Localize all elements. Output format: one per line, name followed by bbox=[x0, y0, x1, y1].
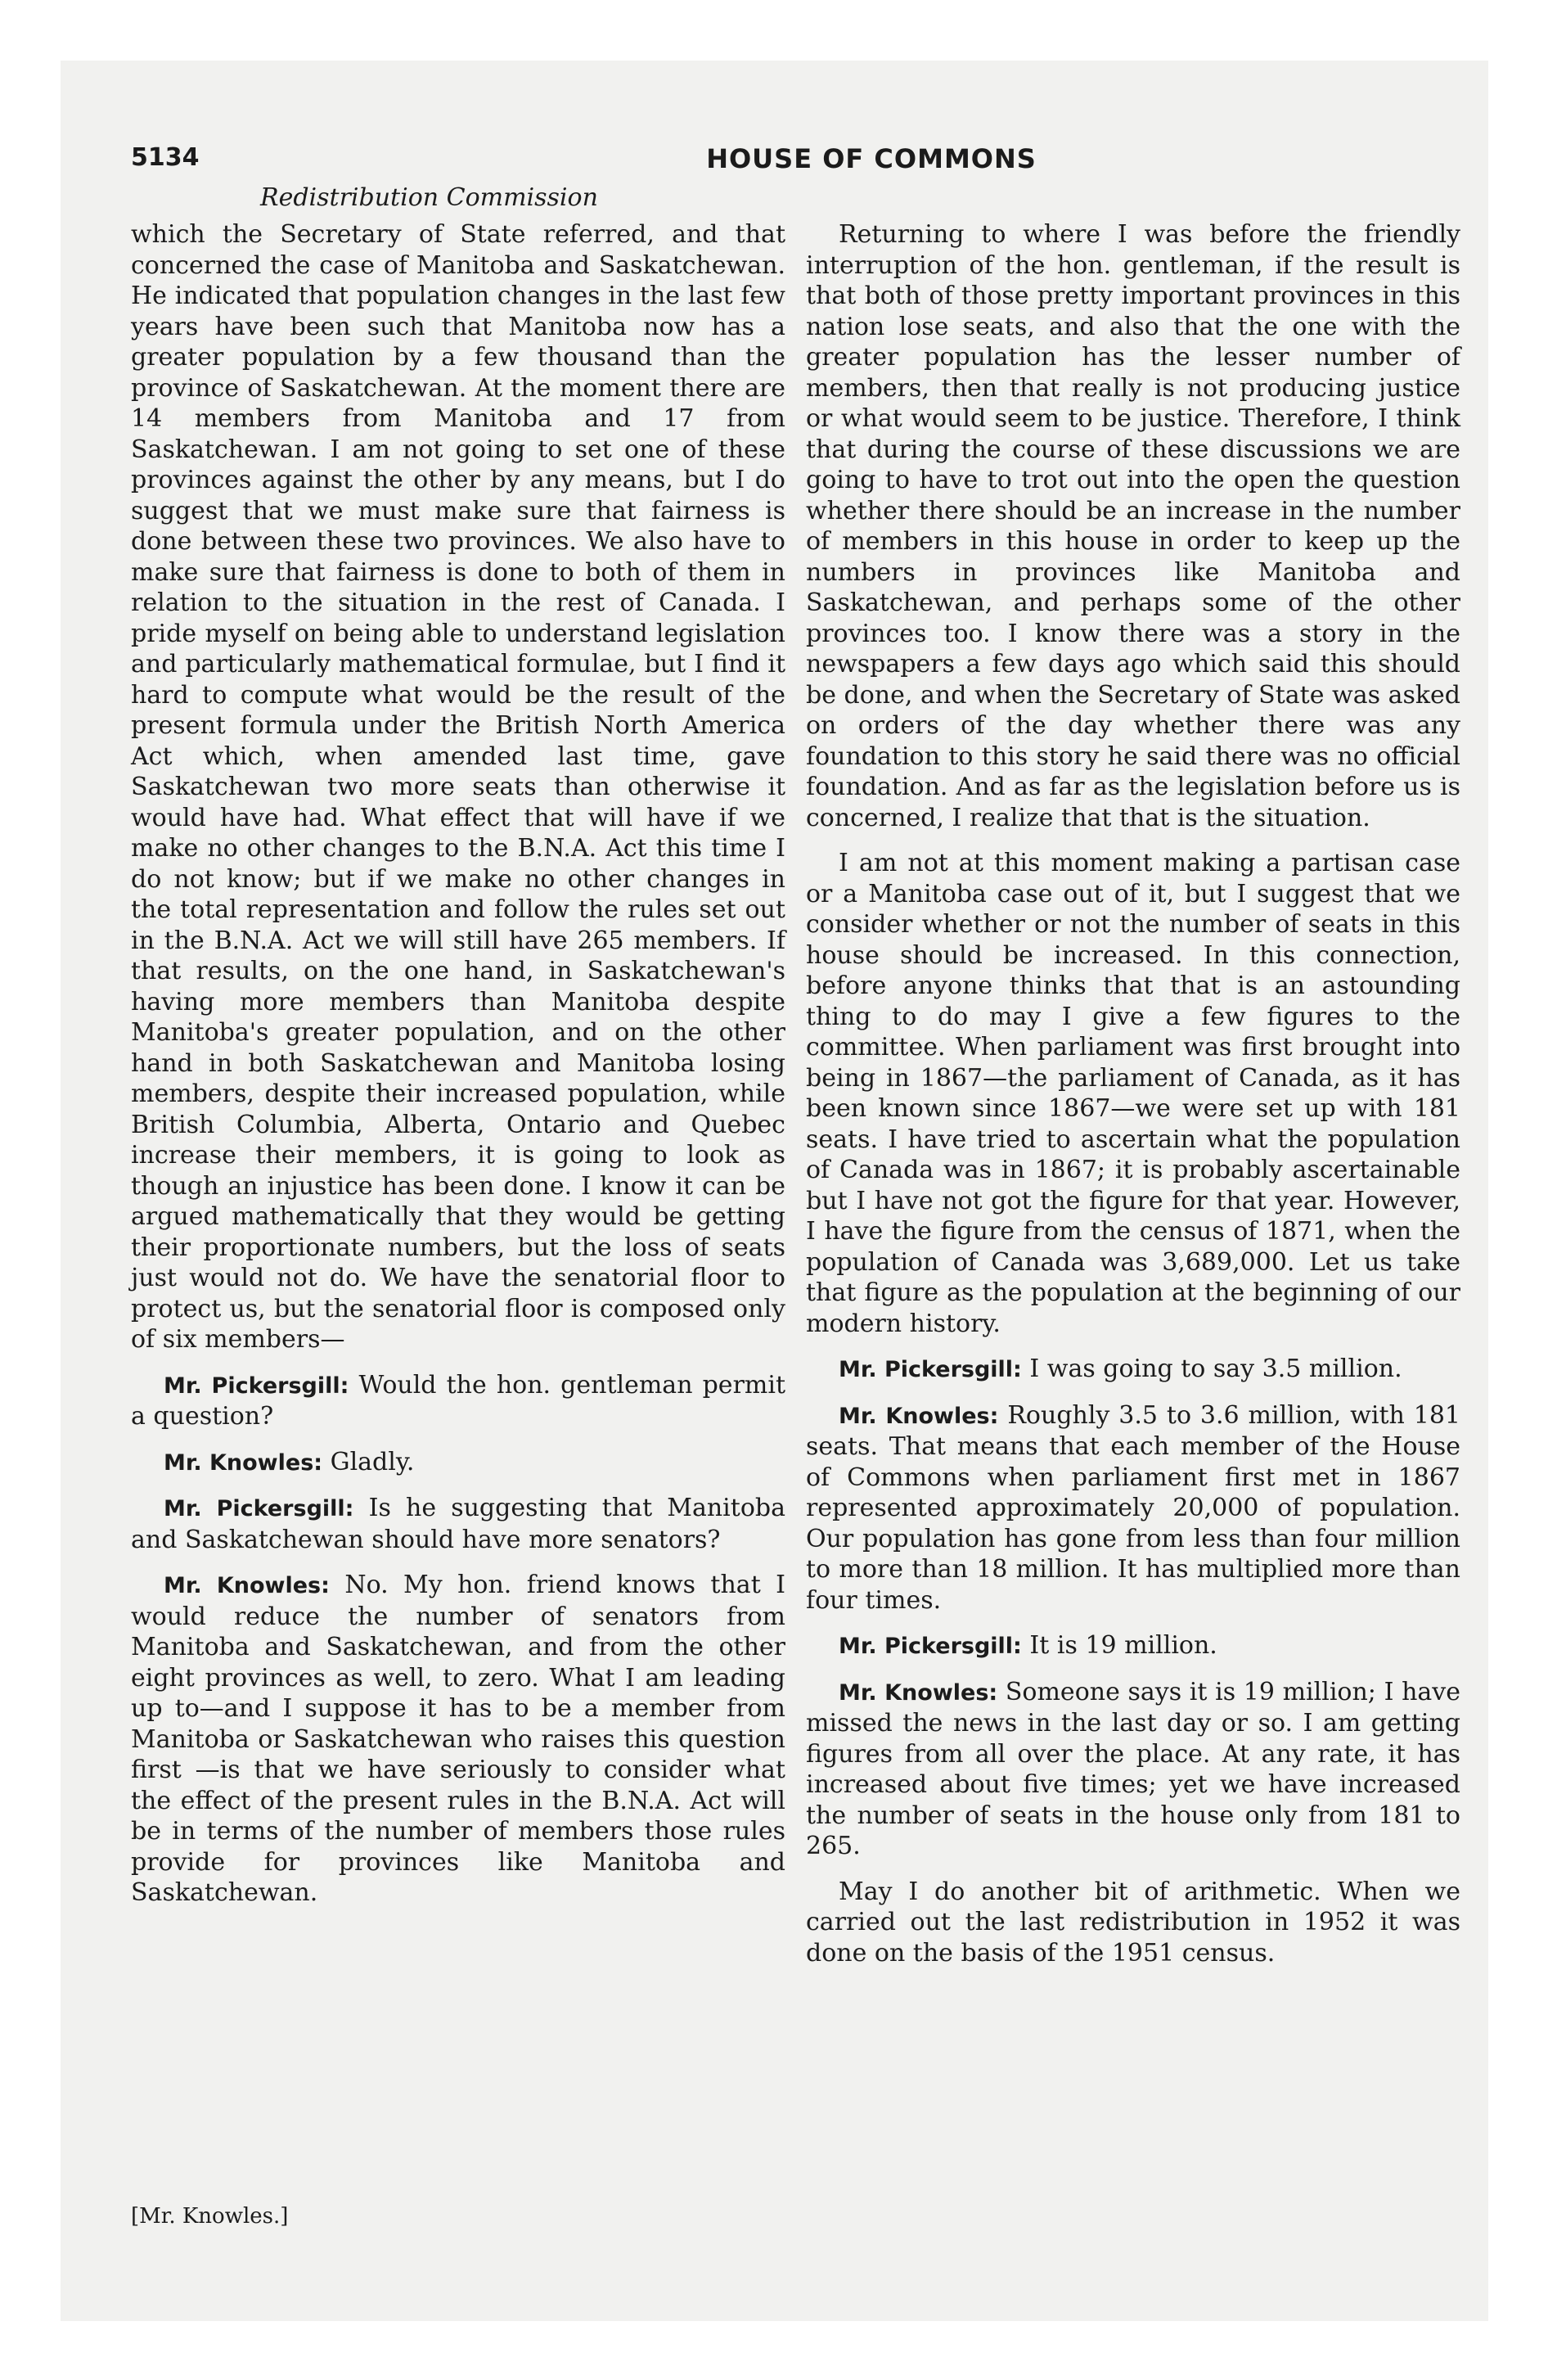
running-head: HOUSE OF COMMONS bbox=[706, 143, 1037, 174]
left-column bbox=[131, 219, 785, 1923]
speaker-name: Mr. Pickersgill: bbox=[839, 1357, 1022, 1382]
speech bbox=[131, 1570, 785, 1909]
paragraph: May I do another bit of arithmetic. When we carried out the last redistribution in 1952 it was done on the basis of the 1951 census. bbox=[806, 1877, 1460, 1968]
speech bbox=[131, 1447, 785, 1479]
speech-text: I was going to say 3.5 million. bbox=[1029, 1355, 1402, 1383]
paragraph: Returning to where I was before the friendly interruption of the hon. gentleman, if the result is that both of those pretty important provinces in this nation lose seats, and also that the one with the greater population has the lesser number of members, then that really is not producing justice or what would seem to be justice. Therefore, I think that during the course of these discussions we are going to have to trot out into the open the question whether there should be an increase in the number of members in this house in order to keep up the numbers in provinces like Manitoba and Saskatchewan, and perhaps some of the other provinces too. I know there was a story in the newspapers a few days ago which said this should be done, and when the Secretary of State was asked on orders of the day whether there was any foundation to this story he said there was no official foundation. And as far as the legislation before us is concerned, I realize that that is the situation. bbox=[806, 220, 1460, 832]
paragraph: I am not at this moment making a partisan case or a Manitoba case out of it, but I suggest that we consider whether or not the number of seats in this house should be increased. In this connection, before anyone thinks that that is an astounding thing to do may I give a few figures to the committee. When parliament was first brought into being in 1867—the parliament of Canada, as it has been known since 1867—we were set up with 181 seats. I have tried to ascertain what the population of Canada was in 1867; it is probably ascertainable but I have not got the figure for that year. However, I have the figure from the census of 1871, when the population of Canada was 3,689,000. Let us take that figure as the population at the beginning of our modern history. bbox=[806, 849, 1460, 1338]
section-title: Redistribution Commission bbox=[260, 183, 598, 212]
speaker-footer: [Mr. Knowles.] bbox=[131, 2204, 289, 2229]
speaker-name: Mr. Knowles: bbox=[839, 1403, 999, 1429]
paragraph: which the Secretary of State referred, and that concerned the case of Manitoba and Saskatchewan. He indicated that population changes in the last few years have been such that Manitoba now has a greater population by a few thousand than the province of Saskatchewan. At the moment there are 14 members from Manitoba and 17 from Saskatchewan. I am not going to set one of these provinces against the other by any means, but I do suggest that we must make sure that fairness is done between these two provinces. We also have to make sure that fairness is done to both of them in relation to the situation in the rest of Canada. I pride myself on being able to understand legislation and particularly mathematical formulae, but I find it hard to compute what would be the result of the present formula under the British North America Act which, when amended last time, gave Saskatchewan two more seats than otherwise it would have had. What effect that will have if we make no other changes to the B.N.A. Act this time I do not know; but if we make no other changes in the total representation and follow the rules set out in the B.N.A. Act we will still have 265 members. If that results, on the one hand, in Saskatchewan's having more members than Manitoba despite Manitoba's greater population, and on the other hand in both Saskatchewan and Manitoba losing members, despite their increased population, while British Columbia, Alberta, Ontario and Quebec increase their members, it is going to look as though an injustice has been done. I know it can be argued mathematically that they would be getting their proportionate numbers, but the loss of seats just would not do. We have the senatorial floor to protect us, but the senatorial floor is composed only of six members— bbox=[131, 220, 785, 1354]
speech-text: Would the hon. gentleman permit a question? bbox=[131, 1370, 786, 1431]
speech-text: Is he suggesting that Manitoba and Saskatchewan should have more senators? bbox=[131, 1494, 785, 1554]
page-header bbox=[131, 143, 1465, 184]
page-number: 5134 bbox=[131, 143, 200, 172]
speaker-name: Mr. Pickersgill: bbox=[839, 1634, 1022, 1659]
speech bbox=[806, 1630, 1460, 1662]
speech bbox=[131, 1370, 785, 1432]
speech bbox=[806, 1400, 1460, 1616]
speech-text: Gladly. bbox=[330, 1447, 415, 1476]
right-column bbox=[806, 219, 1460, 1983]
speech-text: Someone says it is 19 million; I have missed the news in the last day or so. I am getting figures from all over the place. At any rate, it has increased about five times; yet we have increased the number of seats in the house only from 181 to 265. bbox=[806, 1677, 1460, 1860]
speech-text: It is 19 million. bbox=[1029, 1631, 1217, 1660]
speaker-name: Mr. Pickersgill: bbox=[164, 1373, 349, 1399]
speech-text: No. My hon. friend knows that I would reduce the number of senators from Manitoba and Saskatchewan, and from the other eight provinces as well, to zero. What I am leading up to—and I suppose it has to be a member from Manitoba or Saskatchewan who raises this question first —is that we have seriously to consider what the effect of the present rules in the B.N.A. Act will be in terms of the number of members those rules provide for provinces like Manitoba and Saskatchewan. bbox=[131, 1571, 785, 1907]
speech-text: Roughly 3.5 to 3.6 million, with 181 seats. That means that each member of the House of Commons when parliament first met in 1867 represented approximately 20,000 of population. Our population has gone from less than four million to more than 18 million. It has multiplied more than four times. bbox=[806, 1400, 1460, 1615]
speaker-name: Mr. Knowles: bbox=[839, 1679, 998, 1706]
speech bbox=[806, 1354, 1460, 1386]
speaker-name: Mr. Knowles: bbox=[164, 1449, 323, 1476]
speech bbox=[806, 1677, 1460, 1862]
speaker-name: Mr. Pickersgill: bbox=[164, 1496, 354, 1521]
speech bbox=[131, 1493, 785, 1555]
speaker-name: Mr. Knowles: bbox=[164, 1573, 330, 1598]
